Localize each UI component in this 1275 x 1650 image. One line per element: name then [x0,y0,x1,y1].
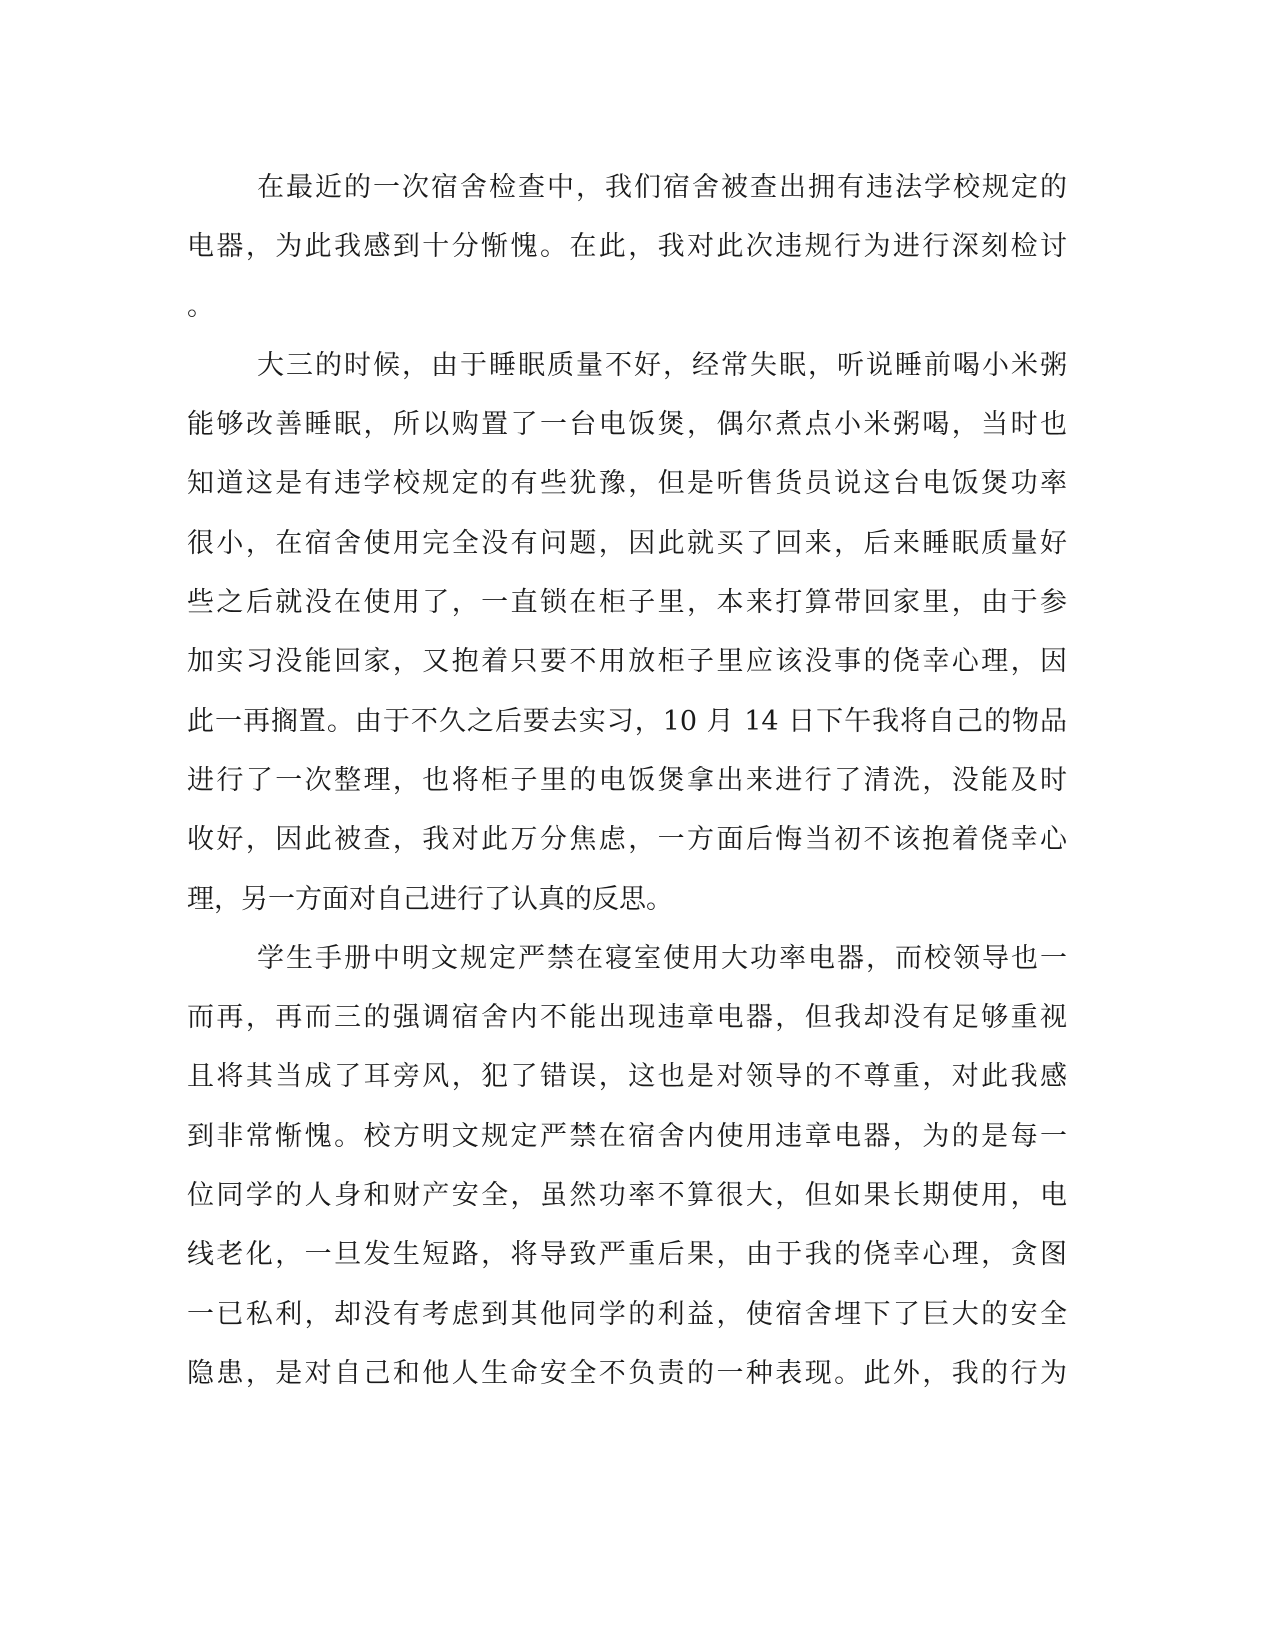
text-line: 理，另一方面对自己进行了认真的反思。 [187,883,673,915]
text-line: 知道这是有违学校规定的有些犹豫，但是听售货员说这台电饭煲功率 [187,468,1067,500]
paragraph-1 [187,158,1067,336]
text-line: 此一再搁置。由于不久之后要去实习，10 月 14 日下午我将自己的物品 [187,705,1067,737]
text-line: 进行了一次整理，也将柜子里的电饭煲拿出来进行了清洗，没能及时 [187,764,1067,796]
paragraph-3 [187,929,1067,1403]
text-line: 位同学的人身和财产安全，虽然功率不算很大，但如果长期使用，电 [187,1180,1067,1212]
text-line: 学生手册中明文规定严禁在寝室使用大功率电器，而校领导也一 [257,942,1067,974]
text-line: 一已私利，却没有考虑到其他同学的利益，使宿舍埋下了巨大的安全 [187,1298,1067,1330]
text-line: 而再，再而三的强调宿舍内不能出现违章电器，但我却没有足够重视 [187,1002,1067,1034]
text-line: 电器，为此我感到十分惭愧。在此，我对此次违规行为进行深刻检讨 [187,231,1067,263]
text-line: 。 [187,290,214,322]
text-line: 大三的时候，由于睡眠质量不好，经常失眠，听说睡前喝小米粥 [257,349,1067,381]
text-line: 隐患，是对自己和他人生命安全不负责的一种表现。此外，我的行为 [187,1357,1067,1389]
text-line: 些之后就没在使用了，一直锁在柜子里，本来打算带回家里，由于参 [187,587,1067,619]
text-line: 很小，在宿舍使用完全没有问题，因此就买了回来，后来睡眠质量好 [187,527,1067,559]
paragraph-2 [187,336,1067,929]
text-line: 且将其当成了耳旁风，犯了错误，这也是对领导的不尊重，对此我感 [187,1061,1067,1093]
text-line: 到非常惭愧。校方明文规定严禁在宿舍内使用违章电器，为的是每一 [187,1120,1067,1152]
text-line: 在最近的一次宿舍检查中，我们宿舍被查出拥有违法学校规定的 [257,172,1067,203]
text-line: 线老化，一旦发生短路，将导致严重后果，由于我的侥幸心理，贪图 [187,1239,1067,1271]
text-line: 收好，因此被查，我对此万分焦虑，一方面后悔当初不该抱着侥幸心 [187,824,1067,856]
text-line: 加实习没能回家，又抱着只要不用放柜子里应该没事的侥幸心理，因 [187,646,1067,678]
text-line: 能够改善睡眠，所以购置了一台电饭煲，偶尔煮点小米粥喝，当时也 [187,409,1067,441]
document-body [187,158,1067,1403]
